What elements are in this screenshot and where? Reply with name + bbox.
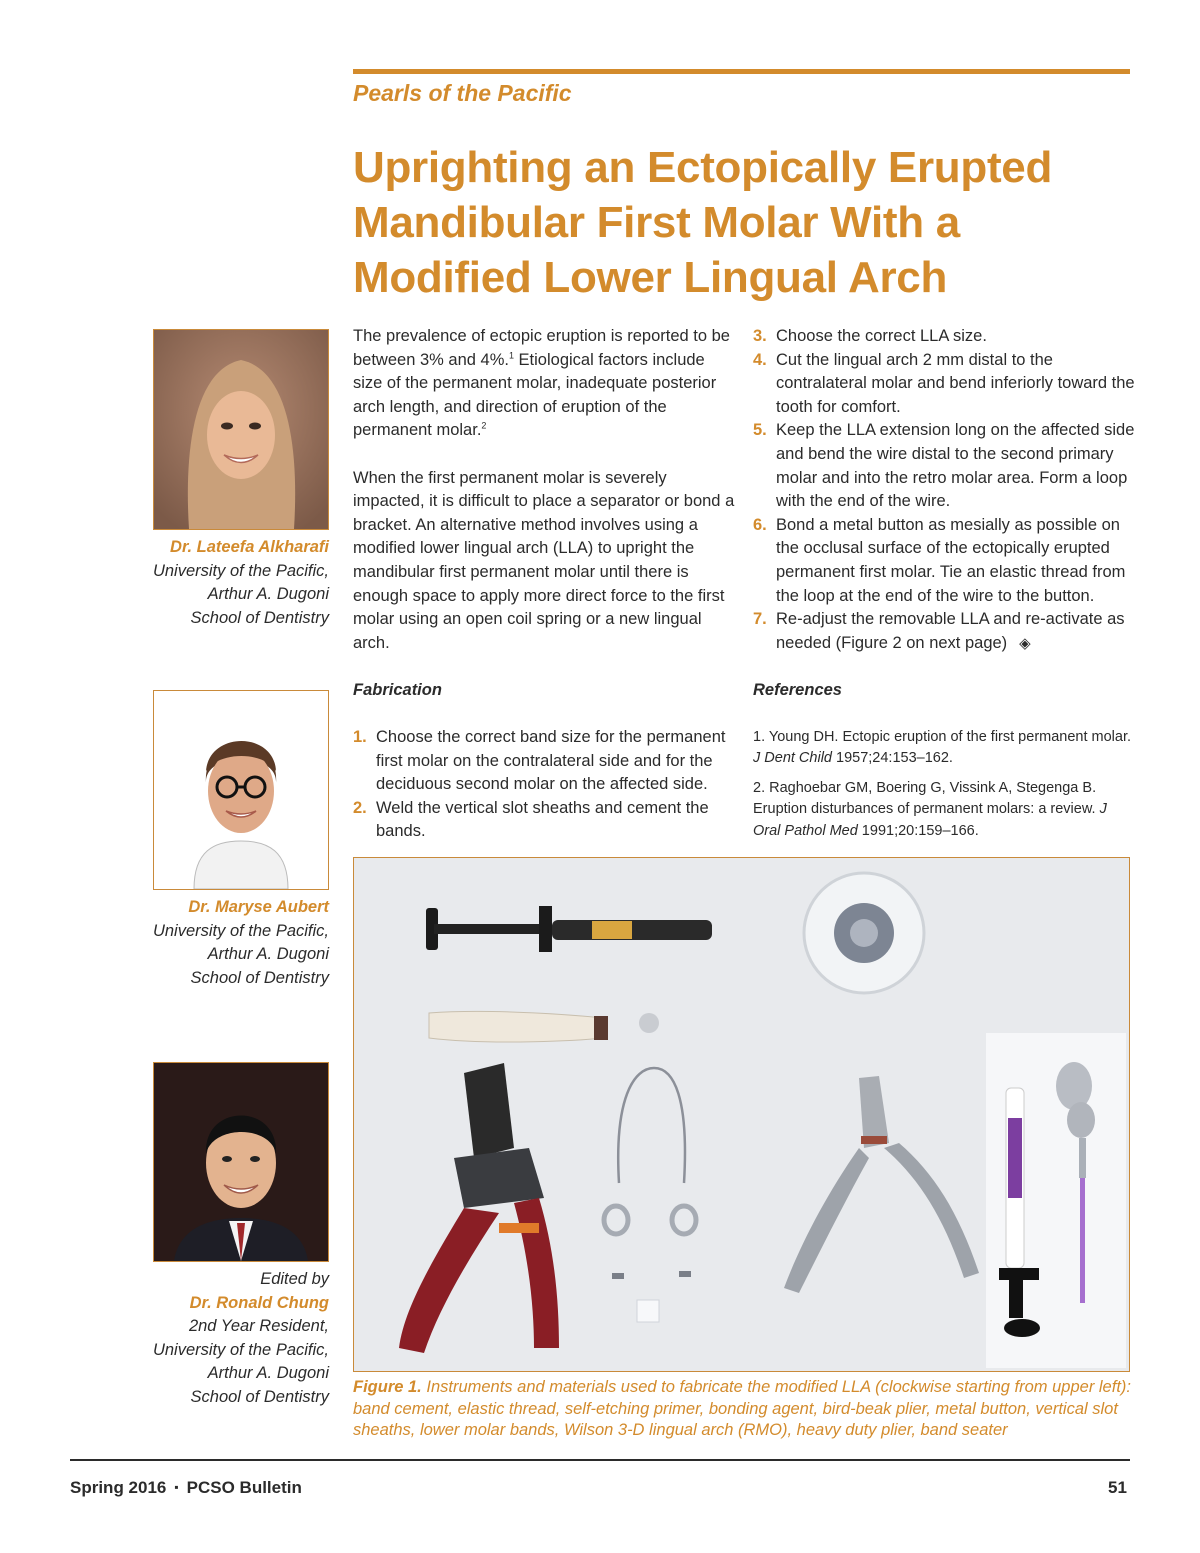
reference-text: 1. Young DH. Ectopic eruption of the first permanent molar. xyxy=(753,728,1132,745)
author-name: Dr. Maryse Aubert xyxy=(188,898,329,916)
editor-affiliation-line: University of the Pacific, xyxy=(152,1340,329,1359)
step-item xyxy=(353,726,738,797)
reference-item xyxy=(753,778,1138,843)
step-number: 7. xyxy=(753,610,767,629)
step-item xyxy=(753,325,1138,349)
reference-journal: J Dent Child xyxy=(753,750,832,766)
author-affiliation-line: School of Dentistry xyxy=(190,608,329,627)
bullet-separator-icon: ▪ xyxy=(174,1480,179,1494)
metal-button-icon xyxy=(637,1300,659,1322)
step-item xyxy=(353,797,738,844)
bonding-agent-syringe-icon xyxy=(986,1033,1126,1368)
step-number: 6. xyxy=(753,515,767,534)
step-text: Re-adjust the removable LLA and re-activate as needed (Figure 2 on next page) xyxy=(776,610,1125,652)
references-heading: References xyxy=(753,681,842,700)
fabrication-steps-cont xyxy=(753,325,1138,655)
step-item xyxy=(753,514,1138,608)
editor-name: Dr. Ronald Chung xyxy=(189,1293,329,1312)
bottom-rule xyxy=(70,1459,1130,1461)
references-list xyxy=(753,727,1138,843)
reference-text: 2. Raghoebar GM, Boering G, Vissink A, Stegenga B. Eruption disturbances of permanent molars: a review. xyxy=(753,779,1100,817)
reference-text: 1957;24:153–162. xyxy=(831,750,953,766)
editor-affiliation-line: Arthur A. Dugoni xyxy=(207,1364,329,1382)
step-item xyxy=(753,419,1138,513)
author-photo-aubert xyxy=(153,690,329,890)
fabrication-heading: Fabrication xyxy=(353,680,442,699)
author-affiliation-line: University of the Pacific, xyxy=(152,921,329,940)
step-item xyxy=(753,608,1138,655)
step-number: 2. xyxy=(353,798,367,817)
editor-affiliation-line: 2nd Year Resident, xyxy=(188,1317,329,1335)
author-affiliation-line: School of Dentistry xyxy=(190,968,329,987)
page-number: 51 xyxy=(1108,1478,1127,1497)
elastic-thread-spool-icon xyxy=(804,873,924,993)
step-text: Choose the correct band size for the permanent first molar on the contralateral side and for the deciduous second molar on the affected side. xyxy=(376,728,726,794)
intro-paragraph xyxy=(353,325,738,443)
step-number: 4. xyxy=(753,350,767,369)
article-title: Uprighting an Ectopically Erupted Mandibular First Molar With a Modified Lower Lingual Arch xyxy=(353,143,1053,302)
intro-text-cont: Etiological factors include size of the permanent molar, inadequate posterior arch length, and direction of eruption of the permanent molar. xyxy=(353,350,717,440)
step-text: Cut the lingual arch 2 mm distal to the contralateral molar and bend inferiorly toward the tooth for comfort. xyxy=(776,350,1135,416)
footer-left xyxy=(70,1478,302,1498)
author-affiliation-line: Arthur A. Dugoni xyxy=(207,945,329,963)
intro-text: The prevalence of ectopic eruption is reported to be between 3% and 4%. xyxy=(353,327,730,369)
figure-caption xyxy=(353,1377,1133,1442)
author-affiliation-line: University of the Pacific, xyxy=(152,561,329,580)
step-number: 5. xyxy=(753,421,767,440)
top-rule xyxy=(353,69,1130,74)
step-text: Choose the correct LLA size. xyxy=(776,327,987,345)
fabrication-steps xyxy=(353,726,738,844)
author-bio-1 xyxy=(129,536,329,630)
issue-date: Spring 2016 xyxy=(70,1478,167,1497)
section-label: Pearls of the Pacific xyxy=(353,80,572,106)
citation-mark: 2 xyxy=(481,420,487,431)
editor-affiliation-line: School of Dentistry xyxy=(190,1387,329,1406)
figure-caption-text: Instruments and materials used to fabricate the modified LLA (clockwise starting from upper left): band cement, elastic thread, self-etching primer, bonding agent, bird-beak plier, metal button, vertical slot sheaths, lower molar bands, Wilson 3-D lingual arch (RMO), heavy duty plier, band seater xyxy=(353,1378,1131,1439)
step-item xyxy=(753,349,1138,420)
reference-item xyxy=(753,727,1138,770)
edited-by-label: Edited by xyxy=(260,1270,329,1288)
citation-mark: 1 xyxy=(508,350,514,361)
reference-text: 1991;20:159–166. xyxy=(857,822,979,839)
step-text: Keep the LLA extension long on the affected side and bend the wire distal to the second primary molar and into the retro molar area. Form a loop with the end of the wire. xyxy=(776,421,1135,511)
figure-1-photo xyxy=(353,857,1130,1372)
author-photo-alkharafi xyxy=(153,329,329,530)
step-text: Weld the vertical slot sheaths and cement the bands. xyxy=(376,798,709,841)
end-mark-icon: ◈ xyxy=(1019,634,1031,652)
figure-label: Figure 1. xyxy=(353,1378,422,1396)
publication-name: PCSO Bulletin xyxy=(186,1478,302,1497)
step-text: Bond a metal button as mesially as possible on the occlusal surface of the ectopically erupted permanent first molar. Tie an elastic thread from the loop at the end of the wire to the button. xyxy=(776,515,1126,605)
step-number: 3. xyxy=(753,327,767,345)
step-number: 1. xyxy=(353,728,367,747)
body-column-1 xyxy=(353,325,738,844)
author-name: Dr. Lateefa Alkharafi xyxy=(170,538,329,556)
body-column-2 xyxy=(753,325,1138,850)
method-paragraph: When the first permanent molar is severely impacted, it is difficult to place a separator or bond a bracket. An alternative method involves using a modified lower lingual arch (LLA) to upright the mandibular first permanent molar until there is enough space to apply more direct force to the first molar using an open coil spring or a new lingual arch. xyxy=(353,468,735,652)
editor-bio xyxy=(129,1268,329,1409)
author-affiliation-line: Arthur A. Dugoni xyxy=(207,585,329,603)
author-bio-2 xyxy=(129,896,329,990)
reference-journal: J Oral Pathol Med xyxy=(753,801,1107,839)
editor-photo-chung xyxy=(153,1062,329,1262)
